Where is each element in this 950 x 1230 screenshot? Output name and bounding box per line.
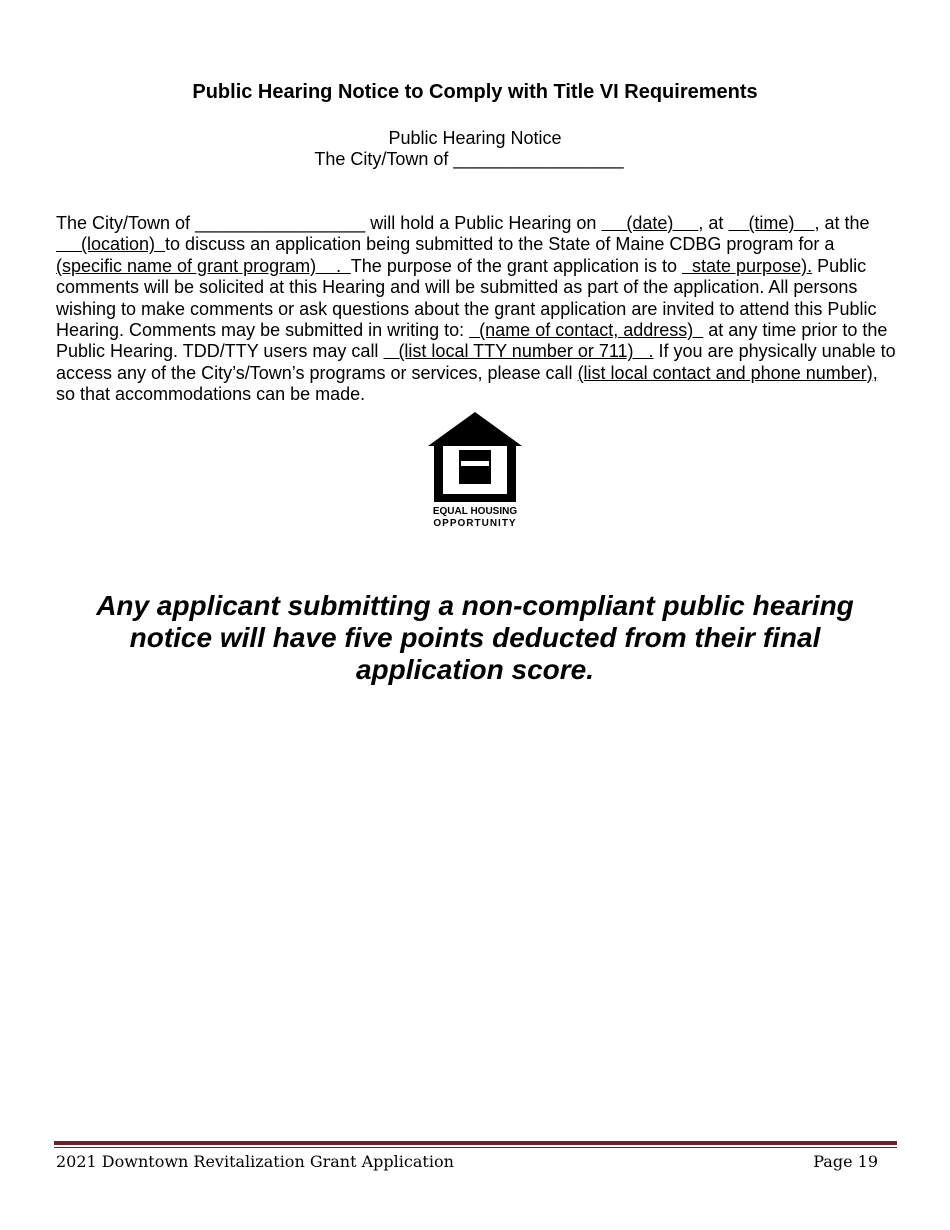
house-icon [428,412,522,502]
placeholder-location: (location) [56,234,166,255]
notice-text: , at the [814,213,870,233]
logo-text-line2: OPPORTUNITY [433,518,517,529]
placeholder-date: (date) [601,213,699,233]
footer-doc-title: 2021 Downtown Revitalization Grant Application [56,1152,454,1171]
placeholder-purpose: state purpose). [682,255,813,276]
notice-heading: Public Hearing Notice [388,128,562,148]
footer-rule [54,1141,897,1145]
deduction-warning: Any applicant submitting a non-compliant public hearing notice will have five points deducted from their final application score. [96,590,854,685]
footer-rule-thin [54,1147,897,1148]
notice-text: The purpose of the grant application is to [350,255,683,276]
placeholder-tty: (list local TTY number or 711) . [383,341,654,362]
placeholder-time: (time) [728,213,815,233]
equal-housing-logo [425,410,525,532]
notice-text: Public comments will be solicited at this Hearing and will be submitted as part of the application. All persons wishing to make comments or ask questions about the grant application are invited to attend this Public Hearing. Comments may be submitted in writing to: [56,255,877,341]
blank-city-name: _________________ [195,213,366,233]
notice-text: If you are physically unable to access any of the City’s/Town’s programs or services, please call [56,341,896,383]
notice-body [56,213,898,406]
placeholder-contact: (name of contact, address) [469,320,704,341]
notice-city-line: The City/Town of _________________ [314,149,624,169]
footer-page-number: Page 19 [813,1152,878,1171]
notice-text: will hold a Public Hearing on [365,213,602,233]
logo-text-line1: EQUAL HOUSING [432,506,518,517]
notice-text: , at [698,213,729,233]
placeholder-program: (specific name of grant program) . [56,255,351,276]
notice-text: The City/Town of [56,213,196,233]
notice-text: to discuss an application being submitted to the State of Maine CDBG program for a [165,234,835,255]
notice-text: at any time prior to the Public Hearing. TDD/TTY users may call [56,320,888,362]
page-title: Public Hearing Notice to Comply with Title VI Requirements [192,81,758,103]
notice-text: so that accommodations can be made. [56,384,366,405]
placeholder-phone: (list local contact and phone number), [577,362,878,383]
